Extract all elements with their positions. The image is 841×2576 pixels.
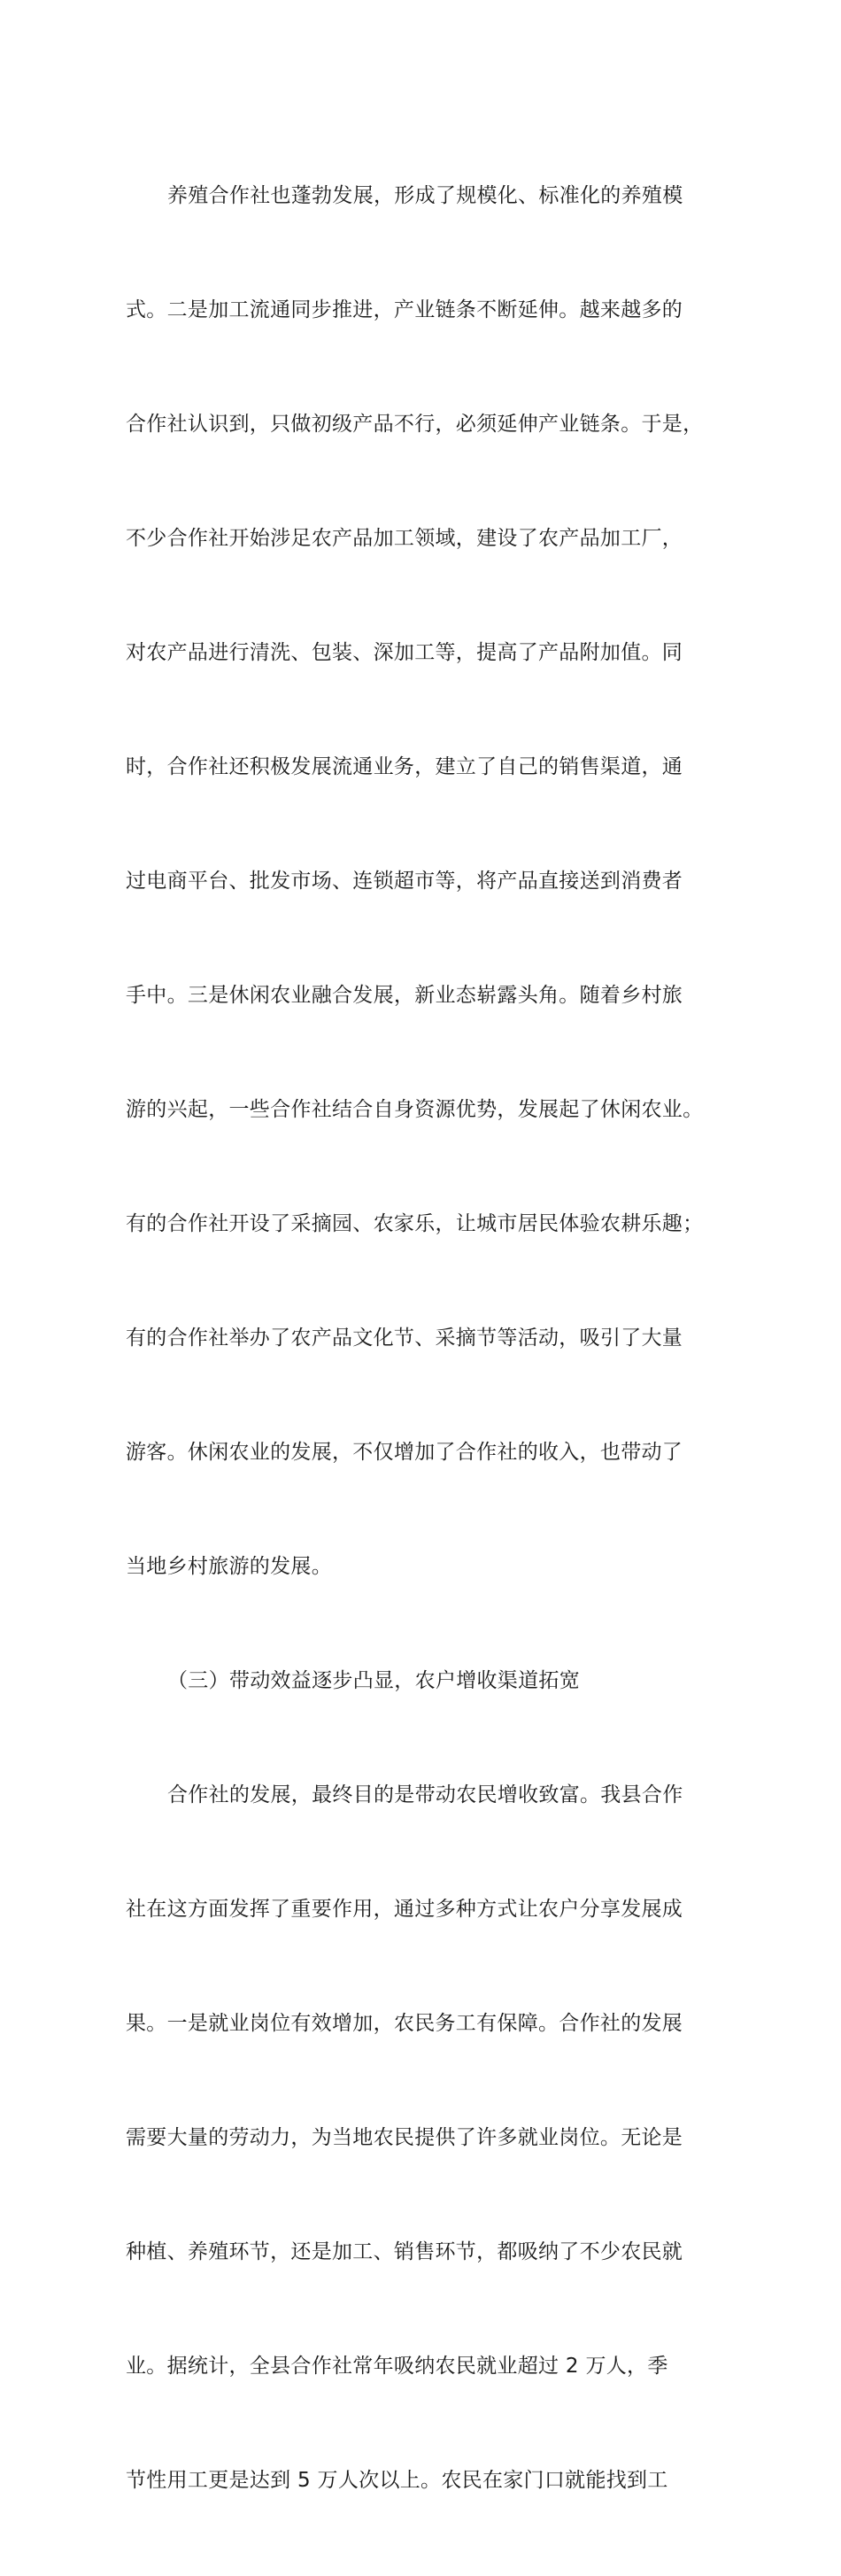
text-line: 时，合作社还积极发展流通业务，建立了自己的销售渠道，通 [126,755,683,778]
text-line: 对农产品进行清洗、包装、深加工等，提高了产品附加值。同 [126,641,683,664]
document-body [126,101,737,2576]
text-line: 合作社认识到，只做初级产品不行，必须延伸产业链条。于是， [126,413,704,436]
text-line: 当地乡村旅游的发展。 [126,1555,332,1578]
text-line: 有的合作社开设了采摘园、农家乐，让城市居民体验农耕乐趣； [126,1212,704,1235]
text-line: 式。二是加工流通同步推进，产业链条不断延伸。越来越多的 [126,298,683,321]
section-heading: （三）带动效益逐步凸显，农户增收渠道拓宽 [167,1669,580,1692]
text-line: 节性用工更是达到 5 万人次以上。农民在家门口就能找到工 [126,2469,668,2492]
text-line: 手中。三是休闲农业融合发展，新业态崭露头角。随着乡村旅 [126,984,683,1007]
text-line: 有的合作社举办了农产品文化节、采摘节等活动，吸引了大量 [126,1327,683,1350]
text-line: 不少合作社开始涉足农产品加工领域，建设了农产品加工厂， [126,527,683,550]
paragraph-farmer-income [126,1700,737,2576]
text-line: 业。据统计，全县合作社常年吸纳农民就业超过 2 万人，季 [126,2355,668,2378]
text-line: 游的兴起，一些合作社结合自身资源优势，发展起了休闲农业。 [126,1098,704,1121]
text-line: 种植、养殖环节，还是加工、销售环节，都吸纳了不少农民就 [126,2240,683,2263]
text-line: 养殖合作社也蓬勃发展，形成了规模化、标准化的养殖模 [167,184,683,207]
text-line: 合作社的发展，最终目的是带动农民增收致富。我县合作 [167,1783,683,1806]
text-line: 社在这方面发挥了重要作用，通过多种方式让农户分享发展成 [126,1898,683,1921]
paragraph-aquaculture-processing [126,101,737,1662]
text-line: 果。一是就业岗位有效增加，农民务工有保障。合作社的发展 [126,2012,683,2035]
text-line: 需要大量的劳动力，为当地农民提供了许多就业岗位。无论是 [126,2126,683,2149]
text-line: 过电商平台、批发市场、连锁超市等，将产品直接送到消费者 [126,870,683,893]
text-line: 游客。休闲农业的发展，不仅增加了合作社的收入，也带动了 [126,1441,683,1464]
